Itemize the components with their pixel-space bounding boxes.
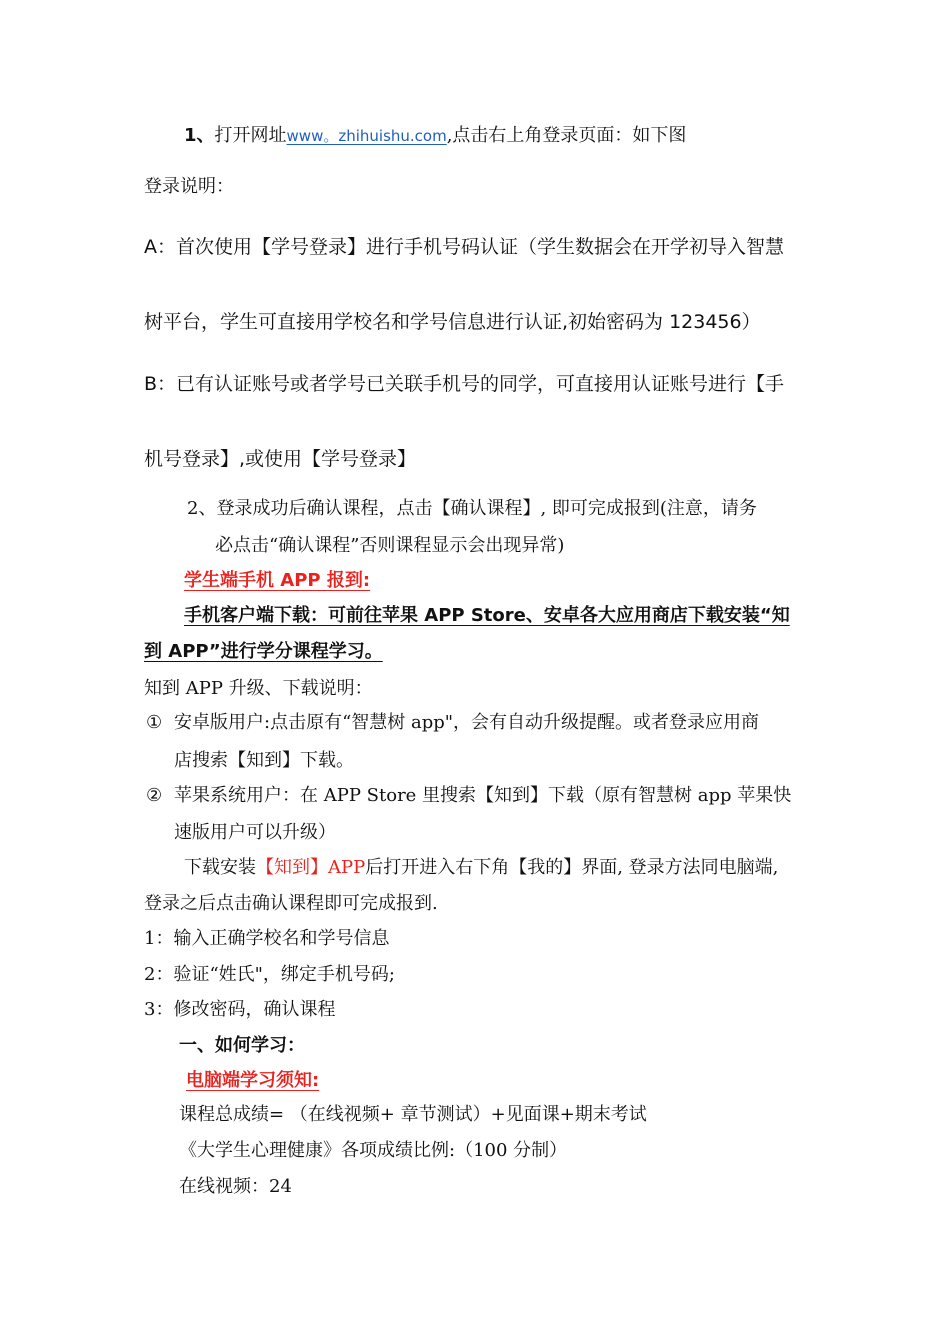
step-1-suffix: ,点击右上角登录页面：如下图 xyxy=(446,125,687,146)
install-line-2: 登录之后点击确认课程即可完成报到. xyxy=(144,893,438,914)
step-item-1: 1：输入正确学校名和学号信息 xyxy=(144,928,390,949)
ios-line-1: 苹果系统用户：在 APP Store 里搜索【知到】下载（原有智慧树 app 苹果快 xyxy=(174,785,792,806)
install-line-1 xyxy=(184,859,778,877)
option-b-line-1: B：已有认证账号或者学号已关联手机号的同学，可直接用认证账号进行【手 xyxy=(144,373,785,395)
grade-formula: 课程总成绩= （在线视频+ 章节测试）+见面课+期末考试 xyxy=(179,1104,647,1125)
step-2-line-2: 必点击“确认课程”否则课程显示会出现异常) xyxy=(215,535,565,556)
option-b-line-2: 机号登录】,或使用【学号登录】 xyxy=(144,448,417,470)
option-a-line-2: 树平台，学生可直接用学校名和学号信息进行认证,初始密码为 123456） xyxy=(144,311,761,333)
step-1-prefix: 打开网址 xyxy=(214,125,287,146)
how-to-learn-heading: 一、如何学习： xyxy=(179,1035,305,1056)
app-checkin-heading: 学生端手机 APP 报到: xyxy=(184,570,371,591)
step-item-3: 3：修改密码，确认课程 xyxy=(144,999,336,1020)
step-1-line xyxy=(184,127,686,145)
website-link[interactable]: www。zhihuishu.com xyxy=(286,127,447,145)
download-line-1: 手机客户端下载：可前往苹果 APP Store、安卓各大应用商店下载安装“知 xyxy=(184,605,790,626)
install-app-name: 【知到】APP xyxy=(256,857,366,878)
step-2-line-1: 2、登录成功后确认课程，点击【确认课程】, 即可完成报到(注意，请务 xyxy=(187,498,757,519)
android-line-2: 店搜索【知到】下载。 xyxy=(174,750,354,771)
online-video-score: 在线视频：24 xyxy=(179,1176,292,1197)
install-suffix: 后打开进入右下角【我的】界面, 登录方法同电脑端, xyxy=(365,857,779,878)
step-1-number: 1、 xyxy=(184,125,215,146)
step-item-2: 2：验证“姓氏"，绑定手机号码; xyxy=(144,964,395,985)
android-marker: ① xyxy=(146,712,163,733)
option-a-line-1: A：首次使用【学号登录】进行手机号码认证（学生数据会在开学初导入智慧 xyxy=(144,236,784,258)
android-line-1: 安卓版用户:点击原有“智慧树 app"，会有自动升级提醒。或者登录应用商 xyxy=(174,712,760,733)
login-title: 登录说明： xyxy=(144,176,234,197)
pc-learning-heading: 电脑端学习须知: xyxy=(186,1070,320,1091)
install-prefix: 下载安装 xyxy=(184,857,256,878)
download-line-2: 到 APP”进行学分课程学习。 xyxy=(144,641,383,662)
ios-marker: ② xyxy=(146,785,163,806)
grade-ratio: 《大学生心理健康》各项成绩比例:（100 分制） xyxy=(179,1140,568,1161)
upgrade-title: 知到 APP 升级、下载说明： xyxy=(144,678,373,699)
ios-line-2: 速版用户可以升级） xyxy=(174,822,336,843)
